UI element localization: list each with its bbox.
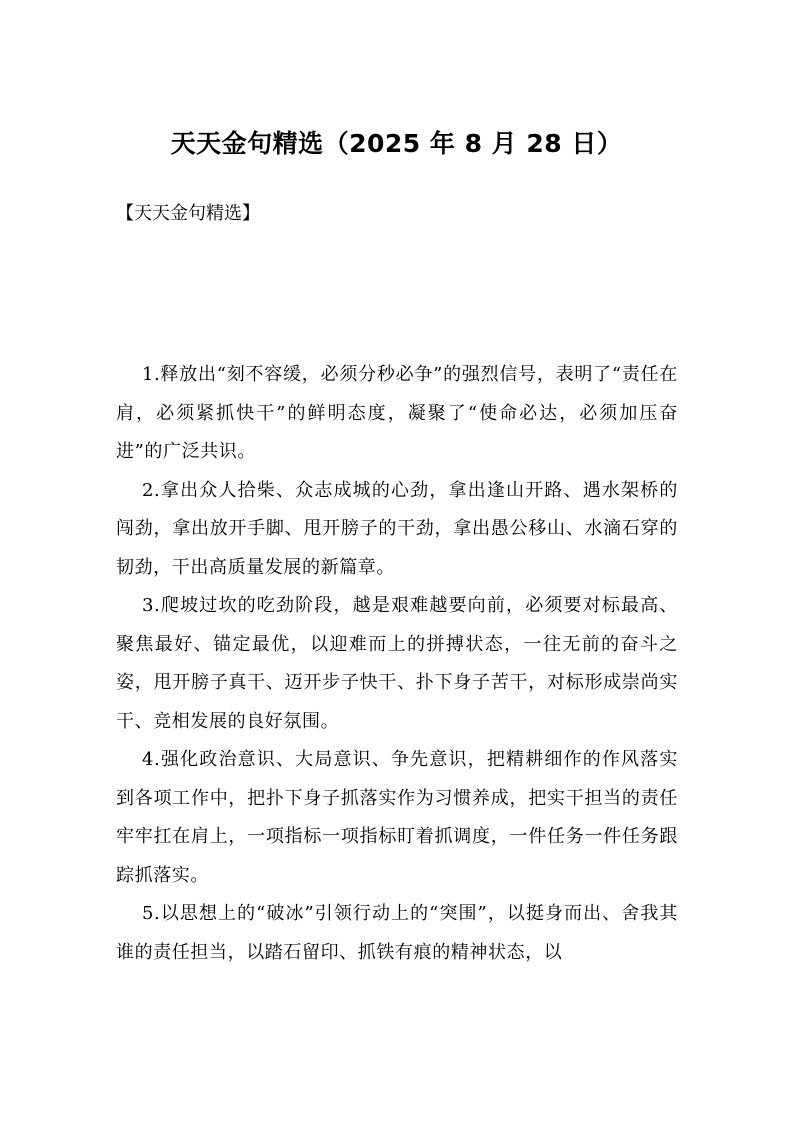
document-body [116, 356, 678, 972]
paragraph-1: 1.释放出“刻不容缓，必须分秒必争”的强烈信号，表明了“责任在肩，必须紧抓快干”的鲜明态度，凝聚了“使命必达，必须加压奋进”的广泛共识。 [116, 364, 678, 462]
document-title: 天天金句精选（2025 年 8 月 28 日） [170, 129, 623, 158]
paragraph-2: 2.拿出众人拾柴、众志成城的心劲，拿出逢山开路、遇水架桥的闯劲，拿出放开手脚、甩开膀子的干劲，拿出愚公移山、水滴石穿的韧劲，干出高质量发展的新篇章。 [116, 479, 678, 578]
paragraph-5: 5.以思想上的“破冰”引领行动上的“突围”，以挺身而出、舍我其谁的责任担当，以踏石留印、抓铁有痕的精神状态，以 [116, 903, 678, 963]
section-tag: 【天天金句精选】 [116, 203, 260, 224]
paragraph-4: 4.强化政治意识、大局意识、争先意识，把精耕细作的作风落实到各项工作中，把扑下身子抓落实作为习惯养成，把实干担当的责任牢牢扛在肩上，一项指标一项指标盯着抓调度，一件任务一件任务跟踪抓落实。 [116, 749, 678, 886]
paragraph-3: 3.爬坡过坎的吃劲阶段，越是艰难越要向前，必须要对标最高、聚焦最好、锚定最优，以迎难而上的拼搏状态，一往无前的奋斗之姿，甩开膀子真干、迈开步子快干、扑下身子苦干，对标形成崇尚实干、竞相发展的良好氛围。 [116, 595, 678, 732]
